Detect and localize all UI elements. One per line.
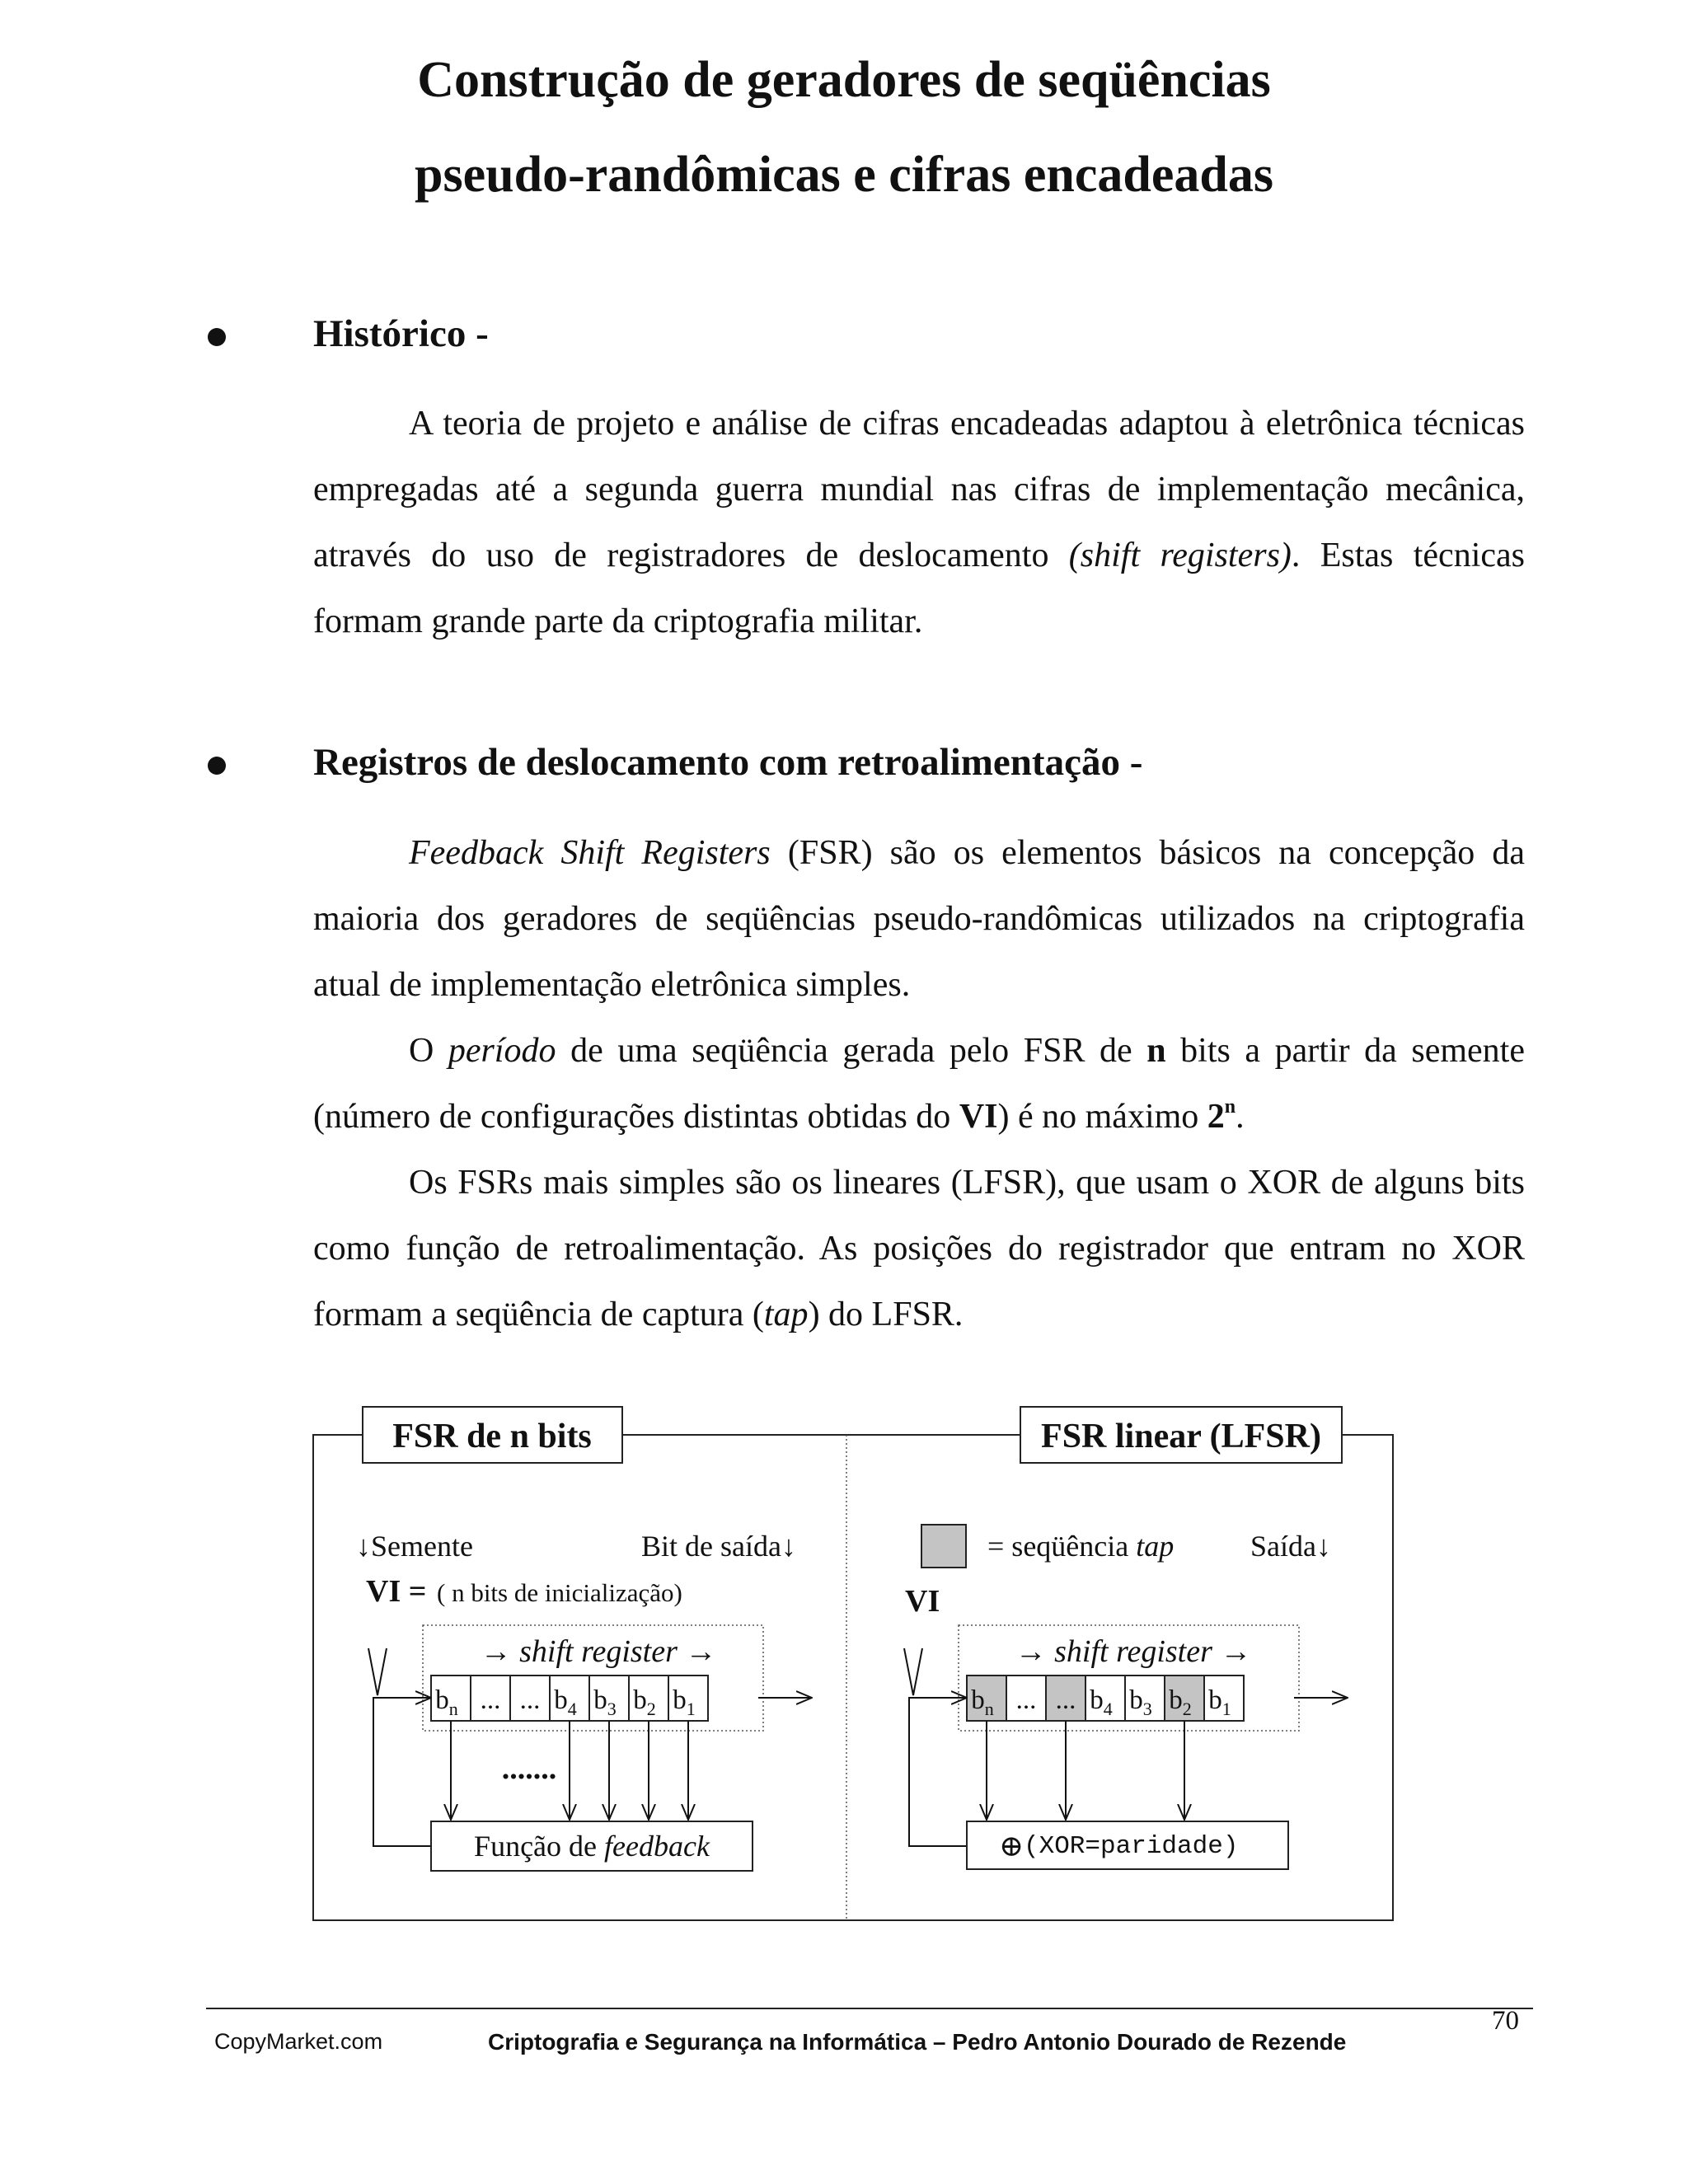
vi-label: VI = — [366, 1574, 427, 1609]
text-run: (FSR) são os elementos básicos na concepção da maioria dos geradores de seqüências pseudo-randômicas utilizados na criptografia atual de implementação eletrônica simples. — [313, 834, 1525, 1004]
register-cell-label — [520, 1685, 541, 1715]
cell-base: b — [1129, 1685, 1143, 1715]
output-label: Saída↓ — [1250, 1530, 1331, 1563]
page-number: 70 — [1492, 2006, 1519, 2036]
text-run: . Estas técnicas formam grande parte da criptografia militar. — [313, 537, 1525, 640]
xor-icon: ⊕ — [999, 1830, 1025, 1863]
seed-label: ↓Semente — [356, 1530, 473, 1563]
feedback-function-label: Função de feedback — [474, 1830, 710, 1863]
lfsr-vi-label: VI — [905, 1584, 940, 1619]
cell-subscript: 1 — [1221, 1699, 1231, 1719]
paragraph-historico — [313, 391, 1525, 654]
section-heading-historico: Histórico - — [313, 312, 489, 355]
right-tap-arrows — [987, 1721, 1184, 1820]
text-run: n — [1146, 1032, 1166, 1070]
left-register-cells — [431, 1675, 708, 1721]
fsr-diagram-svg — [305, 1401, 1401, 1929]
cell-subscript: 3 — [1142, 1699, 1152, 1719]
text-run: O — [409, 1032, 448, 1070]
lfsr-seed-arrow-icon — [904, 1648, 922, 1695]
cell-base: b — [435, 1685, 449, 1715]
cell-base: ... — [1055, 1685, 1076, 1715]
cell-base: b — [633, 1685, 647, 1715]
text-run: tap — [763, 1296, 809, 1333]
cell-base: b — [1090, 1685, 1104, 1715]
text-run: A teoria de projeto e análise de cifras encadeadas adaptou à eletrônica técnicas empregadas até a segunda guerra mundial nas cifras de implementação mecânica, através do uso de registradores de deslocamento — [313, 405, 1525, 574]
text-run: VI — [959, 1098, 998, 1136]
tap-legend-swatch — [921, 1525, 966, 1568]
paragraph-fsr-intro — [313, 820, 1525, 1018]
text-run: n — [1224, 1096, 1236, 1118]
shift-register-label: → shift register → — [480, 1634, 717, 1669]
text-run: período — [448, 1032, 556, 1070]
cell-subscript: 1 — [686, 1699, 696, 1719]
register-cell-label — [1016, 1685, 1037, 1715]
page-title-line-2: pseudo-randômicas e cifras encadeadas — [415, 147, 1273, 203]
cell-subscript: n — [984, 1699, 994, 1719]
cell-base: b — [971, 1685, 985, 1715]
text-run: Feedback Shift Registers — [409, 834, 771, 872]
footer-site: CopyMarket.com — [214, 2029, 383, 2054]
cell-subscript: 2 — [1182, 1699, 1192, 1719]
bullet-icon — [208, 757, 226, 775]
text-run: Os FSRs mais simples são os lineares (LFSR), que usam o XOR de alguns bits como função de retroalimentação. As posições do registrador que entram no XOR formam a seqüência de captura ( — [313, 1164, 1525, 1333]
vi-description: ( n bits de inicialização) — [437, 1578, 682, 1607]
paragraph-lfsr — [313, 1150, 1525, 1347]
tap-legend-label: = seqüência tap — [987, 1530, 1175, 1563]
register-cell-label — [1056, 1685, 1076, 1715]
cell-subscript: 3 — [607, 1699, 617, 1719]
text-run: 2 — [1207, 1098, 1225, 1136]
text-run: ) é no máximo — [997, 1098, 1207, 1136]
paragraph-periodo — [313, 1018, 1525, 1150]
text-run: . — [1236, 1098, 1245, 1136]
output-bit-label: Bit de saída↓ — [641, 1530, 796, 1563]
cell-base: b — [1169, 1685, 1183, 1715]
section-heading-registros: Registros de deslocamento com retroalimentação - — [313, 741, 1143, 784]
footer-rule — [206, 2008, 1533, 2009]
footer-book-title: Criptografia e Segurança na Informática – Pedro Antonio Dourado de Rezende — [488, 2029, 1347, 2055]
cell-subscript: 4 — [567, 1699, 577, 1719]
tap-dots: ....... — [501, 1751, 557, 1786]
page-title-line-1: Construção de geradores de seqüências — [417, 52, 1271, 108]
cell-base: b — [673, 1685, 687, 1715]
lfsr-shift-register-label: → shift register → — [1015, 1634, 1252, 1669]
right-title: FSR linear (LFSR) — [1041, 1418, 1321, 1455]
cell-base: b — [593, 1685, 607, 1715]
right-register-cells — [967, 1675, 1244, 1721]
seed-arrow-icon — [368, 1648, 387, 1695]
bullet-icon — [208, 328, 226, 346]
cell-subscript: 2 — [646, 1699, 656, 1719]
xor-label: (XOR=paridade) — [1024, 1832, 1239, 1861]
cell-subscript: 4 — [1103, 1699, 1113, 1719]
left-title: FSR de n bits — [392, 1418, 592, 1455]
cell-base: ... — [519, 1685, 541, 1715]
text-run: (shift registers) — [1068, 537, 1292, 574]
text-run: bits a partir da semente (número de configurações distintas obtidas do — [313, 1032, 1525, 1136]
left-tap-arrows — [451, 1721, 688, 1820]
cell-subscript: n — [448, 1699, 458, 1719]
cell-base: ... — [480, 1685, 501, 1715]
fsr-diagram — [305, 1401, 1401, 1929]
cell-base: ... — [1015, 1685, 1037, 1715]
text-run: de uma seqüência gerada pelo FSR de — [556, 1032, 1147, 1070]
cell-base: b — [1208, 1685, 1222, 1715]
cell-base: b — [554, 1685, 568, 1715]
text-run: ) do LFSR. — [808, 1296, 964, 1333]
register-cell-label — [481, 1685, 501, 1715]
